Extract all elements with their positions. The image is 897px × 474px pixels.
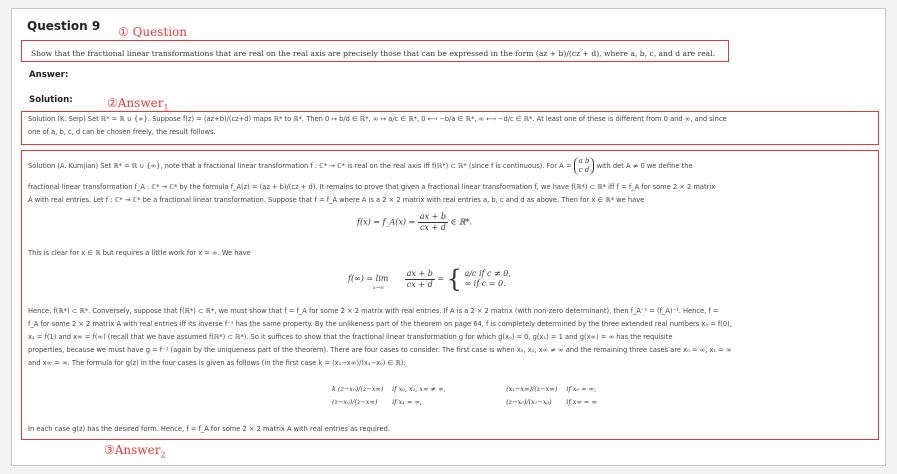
case-c-cond: if x₁ = ∞, (392, 398, 422, 406)
eq2-case1: a/c if c ≠ 0, (464, 269, 511, 278)
answer2-p4: This is clear for x ∈ ℝ but requires a little work for x = ∞. We have (28, 249, 251, 257)
case-a-cond: if x₀, x₁, x∞ ≠ ∞, (392, 385, 446, 393)
case-d-cond: if x∞ = ∞ (566, 398, 597, 406)
answer2-p8: properties, because we must have g = f⁻¹ (again by the uniqueness part of the theorem). There are four cases to consider. The first case is when x₀, x₁, x∞ ≠ ∞ and the remaining three cases are x₀ = ∞, x₁ = ∞ (28, 346, 732, 354)
label-answer2-sub: 2 (160, 450, 166, 460)
eq2-numerator: ax + b (406, 268, 433, 278)
equation-1 (357, 212, 472, 233)
answer2-p1b: with det A ≠ 0 we define the (596, 162, 693, 170)
answer2-p7: x₁ = f(1) and x∞ = f(∞) (recall that we have assumed f(ℝ*) ⊂ ℝ*). So it suffices to show that the fractional linear transformation g for which g(x₀) = 0, g(x₁) = 1 and g(x∞) = ∞ has the requisite (28, 333, 673, 341)
cases-block (332, 383, 597, 409)
eq1-denominator: cx + d (419, 223, 446, 232)
eq1-numerator: ax + b (419, 212, 446, 221)
question-text: Show that the fractional linear transformations that are real on the real axis are precisely those that can be expressed in the form (az + b)/(cz + d), where a, b, c, and d are real. (31, 49, 716, 58)
answer2-p10: In each case g(z) has the desired form. Hence, f = f_A for some 2 × 2 matrix A with real entries as required. (28, 425, 390, 433)
answer2-p5: Hence, f(ℝ*) ⊂ ℝ*. Conversely, suppose that f(ℝ*) ⊂ ℝ*, we must show that f = f_A for some 2 × 2 matrix with real entries. If A is a 2 × 2 matrix (with non-zero determinant), then f_A⁻¹ = (f_A)⁻¹. Hence, f = (28, 307, 719, 315)
answer1-line1: Solution (K. Seip) Set ℝ* = ℝ ∪ {∞}. Suppose f(z) = (az+b)/(cz+d) maps ℝ* to ℝ*. Then 0 ↦ b/d ∈ ℝ*, ∞ ↦ a/c ∈ ℝ*, 0 ⟻ −b/a ∈ ℝ*, ∞ ⟻ −d/c ∈ ℝ*. At least one of these is different from 0 and ∞, and since (28, 115, 727, 123)
label-question: ① Question (118, 25, 188, 39)
label-answer1 (107, 96, 169, 112)
answer2-p9: and x∞ = ∞. The formula for g(z) in the four cases is given as follows (in the first case k = (x₁−x∞)/(x₁−x₀) ∈ ℝ): (28, 359, 406, 367)
label-answer1-word: Answer (117, 96, 164, 110)
eq1-right: ∈ ℝ*. (450, 217, 473, 227)
case-b-cond: if x₀ = ∞, (566, 385, 597, 393)
solution-heading: Solution: (29, 95, 73, 105)
matrix-A (574, 157, 595, 175)
case-a-expr: k (z−x₀)/(z−x∞) (332, 385, 384, 393)
answer2-p1a: Solution (A. Kumjian) Set ℝ* = ℝ ∪ {∞}, note that a fractional linear transformation f : ℂ* → ℂ* is real on the real axis iff f(ℝ*) ⊂ ℝ* (since f is continuous). For A = (28, 162, 572, 170)
question-title: Question 9 (27, 19, 101, 33)
answer2-p3: A with real entries. Let f : ℂ* → ℂ* be a fractional linear transformation. Suppose that f = f_A where A is a 2 × 2 matrix with real entries a, b, c and d as above. Then for x ∈ ℝ* we have (28, 196, 645, 204)
label-answer2-number: ③ (104, 443, 115, 457)
eq1-fraction (418, 212, 448, 233)
matrix-row2: c d (578, 166, 590, 174)
label-answer1-number: ② (107, 96, 118, 110)
eq2-case2: ∞ if c = 0. (464, 279, 506, 288)
question-card (11, 8, 886, 466)
answer2-p6: f_A for some 2 × 2 matrix A with real entries iff its inverse f⁻¹ has the same property. By the unlikeness part of the theorem on page 64, f is completely determined by the three extended real numbers x₀ = f(0), (28, 320, 732, 328)
answer2-p1 (28, 157, 693, 175)
label-answer1-sub: 1 (163, 103, 169, 113)
matrix-row1: a b (578, 157, 590, 165)
eq2-left: f(∞) = lim (348, 274, 389, 283)
answer2-p2: fractional linear transformation f_A : ℂ* → ℂ* by the formula f_A(z) = (az + b)/(cz + d). It remains to prove that given a fractional linear transformation f, we have f(ℝ*) ⊂ ℝ* iff f = f_A for some 2 × 2 matrix (28, 183, 716, 191)
label-answer2-word: Answer (114, 443, 161, 457)
eq2-fraction (405, 269, 435, 290)
case-c-expr: (z−x₀)/(z−x∞) (332, 398, 378, 406)
eq2-limit-sub: x→∞ (372, 285, 385, 291)
eq2-denominator: cx + d (406, 279, 433, 289)
eq2-cases (464, 269, 510, 289)
case-b-expr: (x₁−x∞)/(z−x∞) (506, 385, 558, 393)
answer-heading: Answer: (29, 70, 69, 80)
case-d-expr: (z−x₀)/(x₁−x₀) (506, 398, 552, 406)
equation-2: f(∞) = lim $_{x\to\infty}$ $\frac{ax + b}{cx + d}$ = { a/c if c ≠ 0, ∞ if c = 0. (348, 265, 511, 293)
label-answer2 (104, 443, 166, 459)
eq1-left: f(x) = f_A(x) = (357, 217, 416, 227)
answer1-line2: one of a, b, c, d can be chosen freely, the result follows. (28, 128, 216, 136)
